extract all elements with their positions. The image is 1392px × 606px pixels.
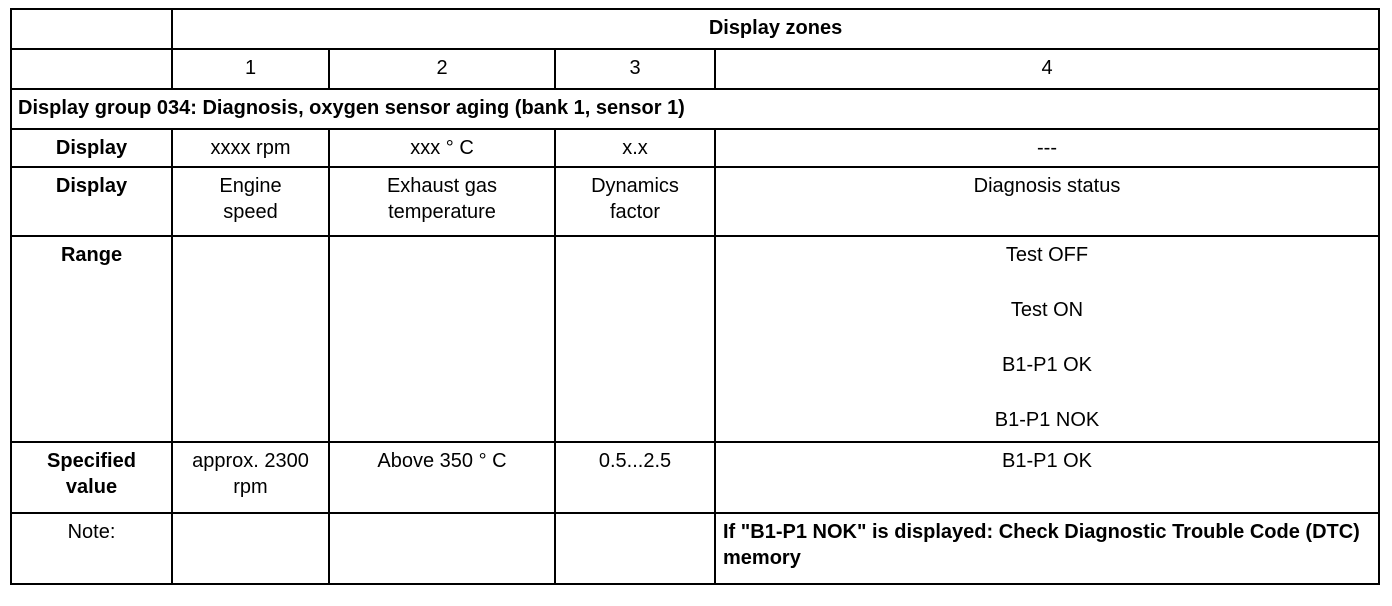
- range-zone-1: [172, 236, 329, 442]
- display-name-zone-2: [329, 167, 555, 236]
- range-label: Range: [11, 236, 172, 442]
- zone-number-3: 3: [555, 49, 715, 89]
- specified-value-zone-4: B1-P1 OK: [715, 442, 1379, 513]
- range-item-ok: B1-P1 OK: [1001, 354, 1093, 376]
- zone-number-4: 4: [715, 49, 1379, 89]
- specified-value-label: [11, 442, 172, 513]
- specified-value-row: [11, 442, 1379, 513]
- zone-number-row: [11, 49, 1379, 89]
- note-zone-2: [329, 513, 555, 584]
- note-zone-4: If "B1-P1 NOK" is displayed: Check Diagnostic Trouble Code (DTC) memory: [715, 513, 1379, 584]
- range-zone-4: [715, 236, 1379, 442]
- display-name-zone-3: [555, 167, 715, 236]
- zone-number-1: 1: [172, 49, 329, 89]
- specified-value-zone-1: [172, 442, 329, 513]
- display-group-table: [10, 8, 1380, 585]
- range-zone-2: [329, 236, 555, 442]
- display-format-label: Display: [11, 129, 172, 167]
- specified-value-label-line-1: Specified: [47, 450, 136, 472]
- display-name-zone-1-line-1: Engine: [219, 175, 282, 197]
- display-format-row: [11, 129, 1379, 167]
- display-name-zone-2-line-2: temperature: [388, 201, 496, 223]
- range-item-test-off: Test OFF: [1005, 244, 1089, 266]
- display-format-zone-3: x.x: [555, 129, 715, 167]
- note-zone-1: [172, 513, 329, 584]
- display-name-zone-3-line-1: Dynamics: [591, 175, 679, 197]
- display-format-zone-2: xxx ° C: [329, 129, 555, 167]
- note-label: Note:: [11, 513, 172, 584]
- display-name-zone-2-line-1: Exhaust gas: [386, 175, 498, 197]
- specified-value-zone-2: Above 350 ° C: [329, 442, 555, 513]
- display-name-zone-4: [715, 167, 1379, 236]
- display-group-title: Display group 034: Diagnosis, oxygen sensor aging (bank 1, sensor 1): [11, 89, 1379, 129]
- zone-number-2: 2: [329, 49, 555, 89]
- range-item-nok: B1-P1 NOK: [994, 409, 1100, 431]
- specified-value-zone-1-line-1: approx. 2300: [192, 450, 309, 472]
- note-row: [11, 513, 1379, 584]
- range-zone-3: [555, 236, 715, 442]
- group-title-row: [11, 89, 1379, 129]
- specified-value-label-line-2: value: [65, 476, 118, 498]
- diagnostic-table-wrapper: [10, 8, 1380, 585]
- note-zone-3: [555, 513, 715, 584]
- display-name-row: [11, 167, 1379, 236]
- header-row: [11, 9, 1379, 49]
- range-item-test-on: Test ON: [1010, 299, 1084, 321]
- display-name-zone-1-line-2: speed: [223, 201, 278, 223]
- zone-number-corner-cell: [11, 49, 172, 89]
- display-format-zone-1: xxxx rpm: [172, 129, 329, 167]
- display-format-zone-4: ---: [715, 129, 1379, 167]
- header-corner-cell: [11, 9, 172, 49]
- specified-value-zone-3: 0.5...2.5: [555, 442, 715, 513]
- range-row: [11, 236, 1379, 442]
- specified-value-zone-1-line-2: rpm: [233, 476, 268, 498]
- display-name-zone-3-line-2: factor: [609, 201, 661, 223]
- display-name-label: Display: [11, 167, 172, 236]
- display-zones-heading: Display zones: [172, 9, 1379, 49]
- display-name-zone-1: [172, 167, 329, 236]
- display-name-zone-4-line-1: Diagnosis status: [973, 175, 1121, 197]
